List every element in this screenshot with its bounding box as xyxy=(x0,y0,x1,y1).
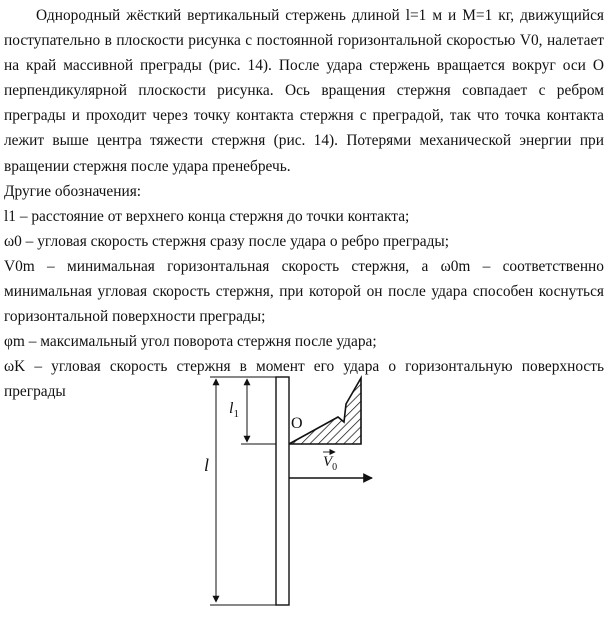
label-velocity xyxy=(323,454,337,473)
figure-drawing xyxy=(196,362,496,612)
notation-phim: φm – максимальный угол поворота стержня после удара; xyxy=(4,333,377,351)
label-v-main: V xyxy=(323,454,333,470)
other-notations-heading: Другие обозначения: xyxy=(4,182,142,200)
problem-text xyxy=(4,3,604,405)
notation-l1: l1 – расстояние от верхнего конца стержня до точки контакта; xyxy=(4,207,410,225)
label-l1-main: l xyxy=(229,400,234,417)
notation-v0m: V0m – минимальная горизонтальная скорость стержня, а ω0m – соответственно минимальная угловая скорость стержня, при которой он после удара способен коснуться горизонтальной поверхности преграды; xyxy=(4,257,604,326)
label-l1-sub: 1 xyxy=(233,408,239,421)
label-l1 xyxy=(229,400,239,420)
label-v-sub: 0 xyxy=(332,462,338,473)
rod xyxy=(276,377,289,605)
label-axis-o: O xyxy=(291,415,303,432)
notation-omega0: ω0 – угловая скорость стержня сразу после удара о ребро преграды; xyxy=(4,232,450,250)
figure-14 xyxy=(196,362,496,612)
obstacle xyxy=(289,378,361,444)
problem-paragraph: Однородный жёсткий вертикальный стержень длиной l=1 м и M=1 кг, движущийся поступательно в плоскости рисунка с постоянной горизонтальной скоростью V0, налетает на край массивной преграды (рис. 14). После удара стержень вращается вокруг оси O перпендикулярной плоскости рисунка. Ось вращения стержня совпадает с ребром преграды и проходит через точку контакта стержня с преградой, так что точка контакта лежит выше центра тяжести стержня (рис. 14). Потерями механической энергии при вращении стержня после удара пренебречь. xyxy=(4,7,604,175)
notation-omegak: ωK – угловая скорость стержня в момент его удара о горизонтальную поверхность преграды xyxy=(4,358,604,401)
label-length: l xyxy=(204,455,210,475)
